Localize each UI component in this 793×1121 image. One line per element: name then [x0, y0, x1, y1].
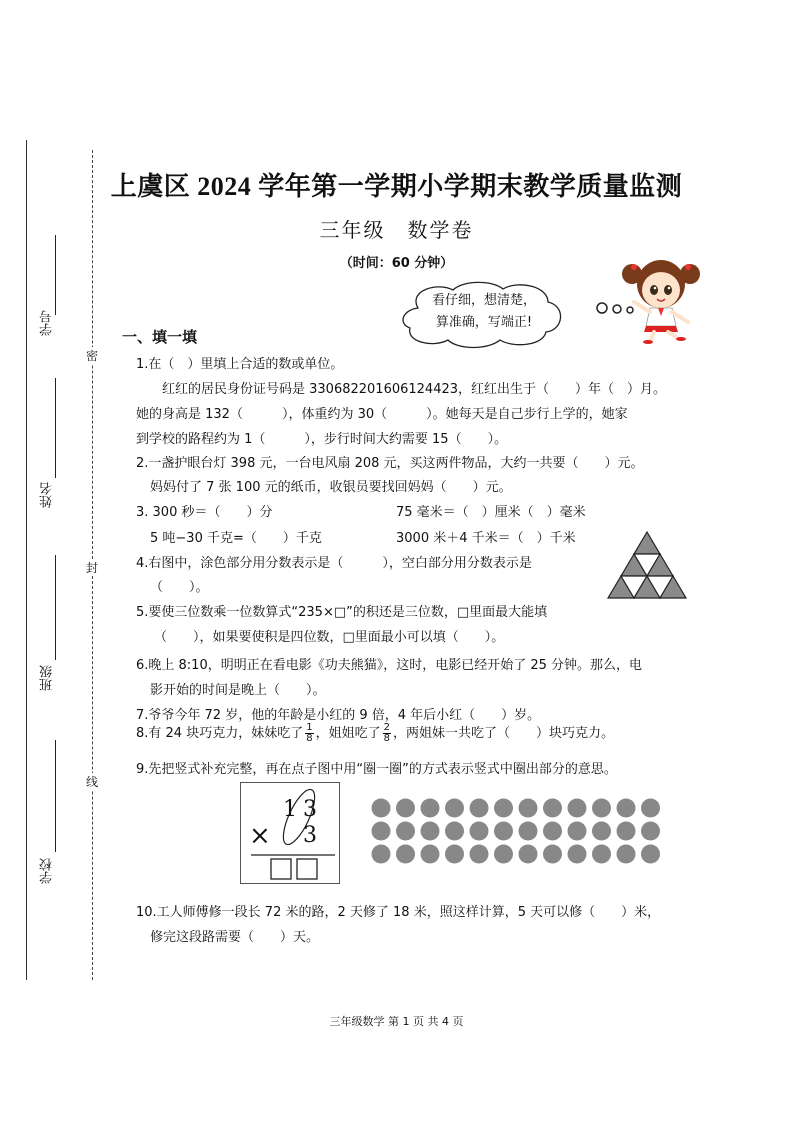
dot [494, 822, 513, 841]
dot [543, 799, 562, 818]
dot [396, 822, 415, 841]
bubble-text [410, 290, 558, 334]
dot [543, 845, 562, 864]
seal-mi: 密 [86, 349, 99, 363]
dot [641, 845, 660, 864]
dot [568, 799, 587, 818]
answer-box-1 [271, 859, 291, 879]
dot [445, 799, 464, 818]
exam-subtitle: 三年级 数学卷 [319, 218, 474, 242]
dot [592, 845, 611, 864]
exam-time: （时间：60 分钟） [339, 256, 454, 271]
field-name-label: 姓名 [40, 482, 55, 508]
dot [617, 822, 636, 841]
seal-feng: 封 [86, 561, 99, 575]
question-3-c: 5 吨−30 千克=（ ）千克 [150, 531, 322, 546]
question-3-d: 3000 米＋4 千米＝（ ）千米 [396, 531, 576, 546]
dot [372, 799, 391, 818]
calc-digit-1: 1 [283, 797, 297, 822]
dot [396, 845, 415, 864]
dot [470, 822, 489, 841]
answer-box-2 [297, 859, 317, 879]
dot [617, 799, 636, 818]
dot-grid [370, 796, 676, 866]
dot [568, 822, 587, 841]
field-school-label: 学校 [40, 858, 55, 884]
calc-multiply-sign: × [249, 821, 271, 851]
dot [421, 845, 440, 864]
question-8 [136, 722, 614, 744]
question-10-line-b: 修完这段路需要（ ）天。 [150, 930, 320, 945]
question-8-mid: ，姐姐吃了 [315, 726, 381, 741]
question-7: 7.爷爷今年 72 岁，他的年龄是小红的 9 倍，4 年后小红（ ）岁。 [136, 708, 541, 723]
dot [592, 799, 611, 818]
question-4-line-a: 4.右图中，涂色部分用分数表示是（ ），空白部分用分数表示是 [136, 556, 532, 571]
field-class-line [55, 555, 56, 660]
dot [421, 822, 440, 841]
question-8-pre: 8.有 24 块巧克力，妹妹吃了 [136, 726, 304, 741]
dot [372, 845, 391, 864]
fraction-two-eighths: $\frac{2}{8}$ [383, 722, 390, 744]
dot [519, 845, 538, 864]
question-9: 9.先把竖式补充完整，再在点子图中用“圈一圈”的方式表示竖式中圈出部分的意思。 [136, 762, 617, 777]
dot [568, 845, 587, 864]
calc-multiplier: 3 [303, 823, 317, 848]
question-1-line-b: 她的身高是 132（ ），体重约为 30（ ）。她每天是自己步行上学的，她家 [136, 407, 628, 422]
vertical-calc-box [240, 782, 340, 884]
question-6-line-a: 6.晚上 8:10，明明正在看电影《功夫熊猫》，这时，电影已经开始了 25 分钟。那么，电 [136, 658, 643, 673]
dot [592, 822, 611, 841]
dot [519, 799, 538, 818]
question-8-post: ，两姐妹一共吃了（ ）块巧克力。 [392, 726, 614, 741]
fraction-one-eighth: $\frac{1}{8}$ [306, 722, 313, 744]
dot [519, 822, 538, 841]
question-5-line-b: （ ），如果要使积是四位数，□里面最小可以填（ ）。 [154, 630, 505, 645]
question-5-line-a: 5.要使三位数乘一位数算式“235×□”的积还是三位数，□里面最大能填 [136, 605, 548, 620]
question-3-b: 75 毫米＝（ ）厘米（ ）毫米 [396, 505, 586, 520]
question-1: 1.在（ ）里填上合适的数或单位。 [136, 357, 344, 372]
dot [494, 799, 513, 818]
field-school-line [55, 740, 56, 852]
dot [445, 822, 464, 841]
question-2-line-b: 妈妈付了 7 张 100 元的纸币，收银员要找回妈妈（ ）元。 [150, 480, 512, 495]
exam-title: 上虞区 2024 学年第一学期小学期末教学质量监测 [110, 172, 683, 201]
field-student-id-label: 学号 [40, 310, 55, 336]
dot [470, 799, 489, 818]
dot [372, 822, 391, 841]
dot [445, 845, 464, 864]
triangle-fraction-figure [607, 530, 687, 600]
question-2-line-a: 2.一盏护眼台灯 398 元，一台电风扇 208 元，买这两件物品，大约一共要（ ）元。 [136, 456, 644, 471]
question-6-line-b: 影开始的时间是晚上（ ）。 [150, 683, 326, 698]
field-name-line [55, 378, 56, 478]
cartoon-girl-illustration [622, 252, 700, 344]
dot [543, 822, 562, 841]
question-4-line-b: （ ）。 [150, 580, 209, 595]
question-10-line-a: 10.工人师傅修一段长 72 米的路，2 天修了 18 米，照这样计算，5 天可以修（ ）米， [136, 905, 661, 920]
dot [396, 799, 415, 818]
section-heading: 一、填一填 [122, 328, 198, 346]
dot [641, 822, 660, 841]
field-student-id-line [55, 235, 56, 315]
dot [641, 799, 660, 818]
dot [421, 799, 440, 818]
bubble-line-1: 看仔细，想清楚， [431, 293, 536, 308]
dot [617, 845, 636, 864]
dot [494, 845, 513, 864]
seal-xian: 线 [86, 775, 99, 789]
bubble-line-2: 算准确，写端正! [435, 315, 533, 330]
page-footer: 三年级数学 第 1 页 共 4 页 [329, 1015, 464, 1028]
calc-digit-2: 3 [303, 797, 317, 822]
dot [470, 845, 489, 864]
question-1-line-a: 红红的居民身份证号码是 330682201606124423，红红出生于（ ）年（ ）月。 [162, 382, 667, 397]
field-class-label: 班级 [40, 665, 55, 691]
question-3-a: 3. 300 秒＝（ ）分 [136, 505, 273, 520]
question-1-line-c: 到学校的路程约为 1（ ），步行时间大约需要 15（ ）。 [136, 432, 508, 447]
shaded-triangle [634, 532, 660, 554]
